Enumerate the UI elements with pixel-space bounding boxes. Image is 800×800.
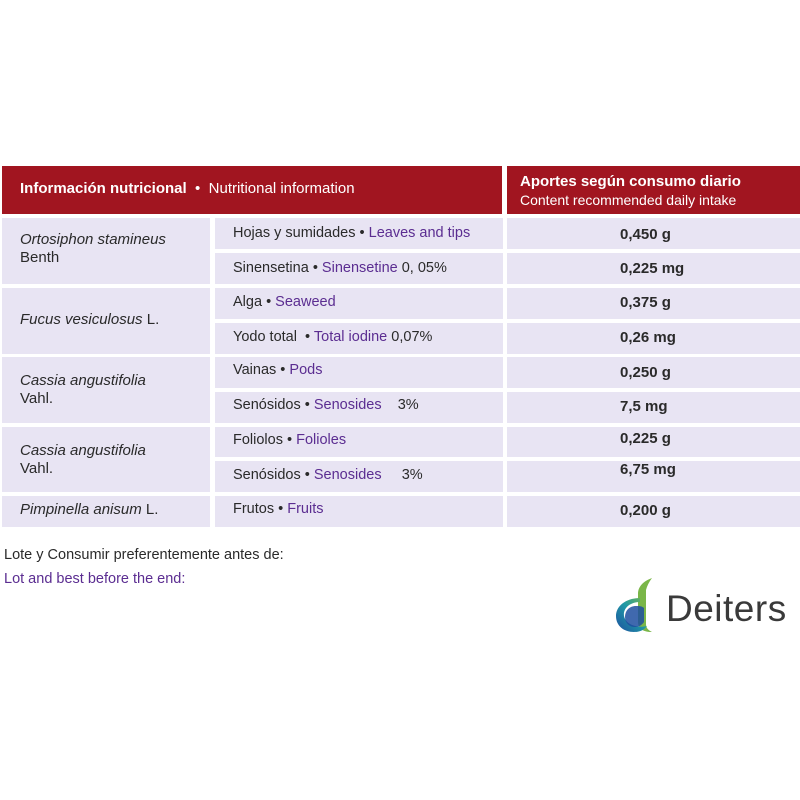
value: 6,75 mg [620, 461, 676, 478]
header-separator: • [195, 180, 201, 197]
value-cell [507, 253, 800, 284]
lot-label-en: Lot and best before the end: [4, 571, 186, 587]
ingredient-cell: Senósidos • Senosides 3% [215, 461, 503, 492]
value: 7,5 mg [620, 398, 668, 415]
species-cell [2, 218, 210, 284]
ingredient-cell: Frutos • Fruits [215, 496, 503, 527]
species-name: Cassia angustifolia [20, 372, 146, 389]
ingredient-cell: Yodo total • Total iodine 0,07% [215, 323, 503, 354]
header-title-es: Información nutricional [20, 180, 187, 197]
species-author: L. [145, 501, 159, 518]
value-cell [507, 427, 800, 457]
ingredient-cell: Vainas • Pods [215, 357, 503, 388]
ingredient-cell: Alga • Seaweed [215, 288, 503, 319]
species-cell [2, 427, 210, 492]
species-cell [2, 357, 210, 423]
ingredient-cell: Senósidos • Senosides 3% [215, 392, 503, 423]
header-daily-intake [507, 166, 800, 214]
header-intake-en: Content recommended daily intake [520, 192, 737, 208]
value-cell [507, 461, 800, 492]
lot-label-es: Lote y Consumir preferentemente antes de: [4, 547, 284, 563]
species-author: L. [146, 311, 160, 328]
species-author: Vahl. [20, 460, 54, 477]
value: 0,225 g [620, 430, 671, 447]
value: 0,26 mg [620, 329, 676, 346]
species-cell [2, 496, 210, 527]
species-name: Ortosiphon stamineus [20, 231, 166, 248]
species-name: Pimpinella anisum [20, 501, 142, 518]
ingredient-cell: Hojas y sumidades • Leaves and tips [215, 218, 503, 249]
header-intake-es: Aportes según consumo diario [520, 173, 741, 190]
value-cell [507, 357, 800, 388]
brand-name: Deiters [666, 588, 787, 629]
value-cell [507, 496, 800, 527]
value-cell [507, 323, 800, 354]
species-name: Fucus vesiculosus [20, 311, 143, 328]
ingredient-cell: Sinensetina • Sinensetine 0, 05% [215, 253, 503, 284]
value: 0,250 g [620, 364, 671, 381]
header-nutritional-info [2, 166, 502, 214]
species-author: Benth [20, 249, 60, 266]
species-cell [2, 288, 210, 354]
value: 0,225 mg [620, 260, 685, 277]
ingredient-cell: Foliolos • Folioles [215, 427, 503, 457]
species-author: Vahl. [20, 390, 54, 407]
value-cell [507, 288, 800, 319]
value-cell [507, 392, 800, 423]
species-name: Cassia angustifolia [20, 442, 146, 459]
value: 0,450 g [620, 226, 671, 243]
value: 0,200 g [620, 502, 671, 519]
header-title-en: Nutritional information [208, 180, 355, 197]
value-cell [507, 218, 800, 249]
value: 0,375 g [620, 294, 671, 311]
